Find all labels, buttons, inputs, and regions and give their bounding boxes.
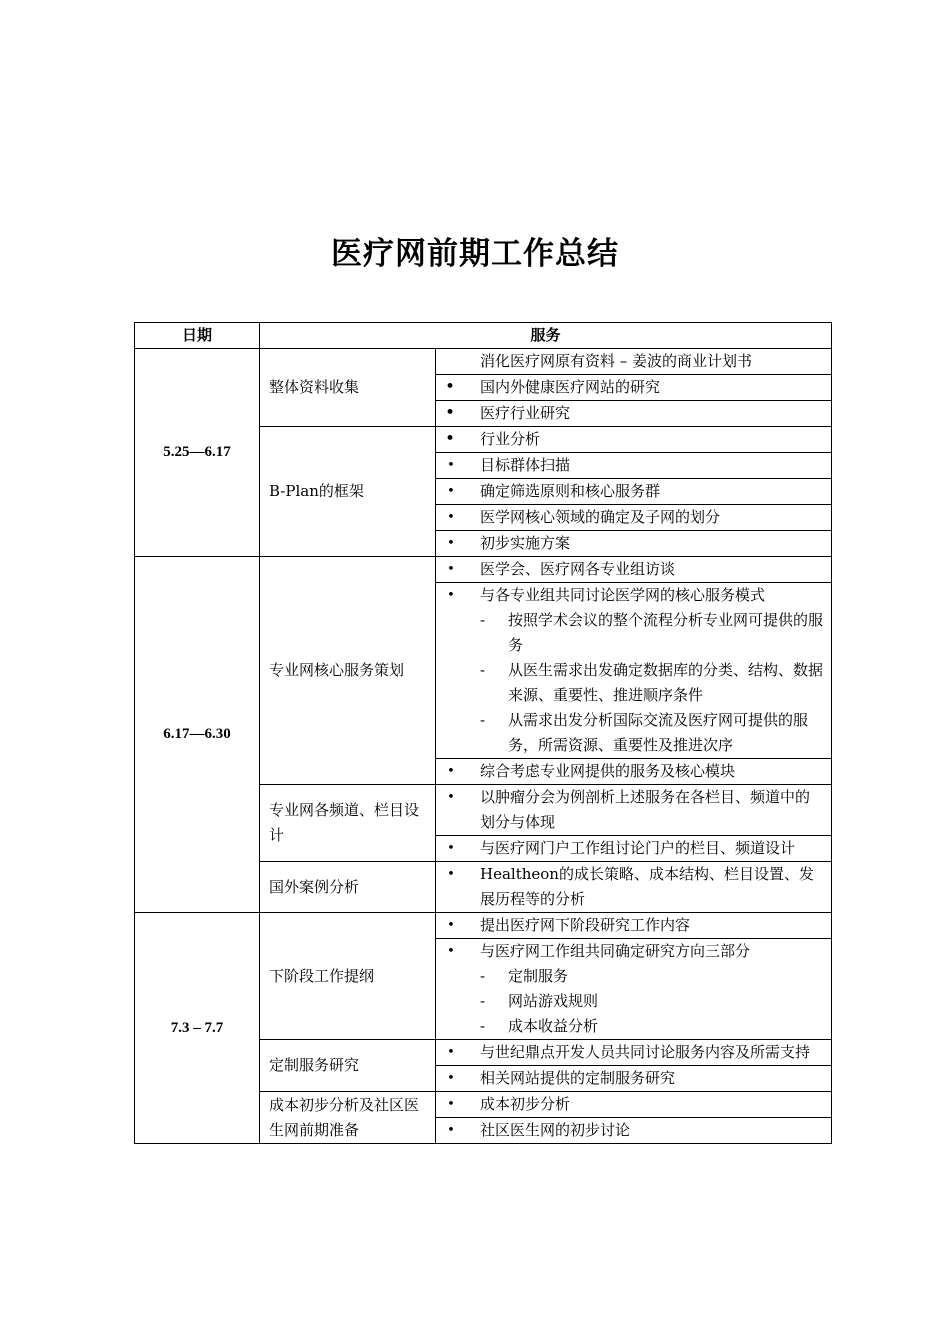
table-row (135, 349, 832, 375)
table-row (135, 557, 832, 583)
header-row (135, 323, 832, 349)
service-item (436, 453, 832, 479)
sub-item-text: 从医生需求出发确定数据库的分类、结构、数据来源、重要性、推进顺序条件 (508, 661, 824, 704)
service-item-text: 目标群体扫描 (480, 456, 571, 474)
service-item-text: 社区医生网的初步讨论 (480, 1121, 631, 1139)
service-item-text: 相关网站提供的定制服务研究 (480, 1069, 676, 1087)
bullet-icon: • (447, 562, 455, 577)
service-item-text: 初步实施方案 (480, 534, 571, 552)
service-item-text: 国内外健康医疗网站的研究 (480, 378, 661, 396)
service-item-text: 确定筛选原则和核心服务群 (480, 482, 661, 500)
dash-marker: - (480, 967, 486, 985)
service-item (436, 401, 832, 427)
service-item (436, 531, 832, 557)
service-item-text: 与医疗网工作组共同确定研究方向三部分 (480, 942, 751, 960)
bullet-icon: • (447, 841, 455, 856)
period-date: 7.3 – 7.7 (135, 913, 260, 1144)
bullet-icon: • (447, 944, 455, 959)
period-date: 6.17—6.30 (135, 557, 260, 913)
service-item-text: 消化医疗网原有资料 – 姜波的商业计划书 (480, 352, 753, 370)
service-item (436, 939, 832, 1040)
sub-item (480, 989, 823, 1014)
sub-item (480, 708, 823, 758)
service-item (436, 1040, 832, 1066)
service-item-text: Healtheon的成长策略、成本结构、栏目设置、发展历程等的分析 (480, 865, 814, 908)
service-item-text: 与医疗网门户工作组讨论门户的栏目、频道设计 (480, 839, 796, 857)
service-item (436, 836, 832, 862)
service-item (436, 349, 832, 375)
header-date: 日期 (135, 323, 260, 349)
bullet-icon: • (447, 867, 455, 882)
table-row (135, 913, 832, 939)
bullet-icon: • (447, 1071, 455, 1086)
bullet-icon: • (445, 403, 456, 423)
dash-marker: - (480, 1017, 486, 1035)
category-cell: B-Plan的框架 (260, 427, 436, 557)
service-item (436, 862, 832, 913)
bullet-icon: • (447, 588, 455, 603)
sub-item-text: 定制服务 (508, 967, 569, 985)
bullet-icon: • (445, 377, 456, 397)
dash-marker: - (480, 711, 486, 729)
page-title: 医疗网前期工作总结 (331, 236, 619, 272)
service-item-text: 行业分析 (480, 430, 541, 448)
category-cell: 成本初步分析及社区医生网前期准备 (260, 1092, 436, 1144)
service-item (436, 1118, 832, 1144)
bullet-icon: • (447, 918, 455, 933)
header-service: 服务 (260, 323, 832, 349)
sub-item-text: 网站游戏规则 (508, 992, 599, 1010)
bullet-icon: • (447, 1097, 455, 1112)
sub-item (480, 658, 823, 708)
dash-marker: - (480, 992, 486, 1010)
service-item-text: 医疗行业研究 (480, 404, 571, 422)
service-item-text: 与各专业组共同讨论医学网的核心服务模式 (480, 586, 766, 604)
service-item (436, 557, 832, 583)
bullet-icon: • (447, 458, 455, 473)
sub-item (480, 608, 823, 658)
category-cell: 定制服务研究 (260, 1040, 436, 1092)
bullet-icon: • (445, 429, 456, 449)
bullet-icon: • (447, 790, 455, 805)
service-item-text: 医学会、医疗网各专业组访谈 (480, 560, 676, 578)
service-item-text: 医学网核心领域的确定及子网的划分 (480, 508, 721, 526)
bullet-icon: • (447, 764, 455, 779)
sub-item-text: 按照学术会议的整个流程分析专业网可提供的服务 (508, 611, 824, 654)
service-item (436, 427, 832, 453)
sub-item (480, 964, 823, 989)
dash-marker: - (480, 661, 486, 679)
service-item (436, 1092, 832, 1118)
service-item (436, 785, 832, 836)
service-item (436, 759, 832, 785)
sub-item-text: 成本收益分析 (508, 1017, 599, 1035)
service-item-text: 综合考虑专业网提供的服务及核心模块 (480, 762, 736, 780)
bullet-icon: • (447, 1123, 455, 1138)
period-date: 5.25—6.17 (135, 349, 260, 557)
category-cell: 下阶段工作提纲 (260, 913, 436, 1040)
service-item-text: 与世纪鼎点开发人员共同讨论服务内容及所需支持 (480, 1043, 811, 1061)
service-item (436, 375, 832, 401)
sub-item (480, 1014, 823, 1039)
category-cell: 整体资料收集 (260, 349, 436, 427)
bullet-icon: • (447, 484, 455, 499)
bullet-icon: • (447, 536, 455, 551)
service-item-text: 成本初步分析 (480, 1095, 571, 1113)
category-cell: 专业网各频道、栏目设计 (260, 785, 436, 862)
bullet-icon: • (447, 1045, 455, 1060)
bullet-icon: • (447, 510, 455, 525)
work-summary-table (134, 322, 832, 1144)
sub-item-text: 从需求出发分析国际交流及医疗网可提供的服务，所需资源、重要性及推进次序 (508, 711, 809, 754)
category-cell: 国外案例分析 (260, 862, 436, 913)
service-item (436, 913, 832, 939)
service-item (436, 479, 832, 505)
category-cell: 专业网核心服务策划 (260, 557, 436, 785)
service-item (436, 505, 832, 531)
service-item (436, 1066, 832, 1092)
service-item-text: 以肿瘤分会为例剖析上述服务在各栏目、频道中的划分与体现 (480, 788, 811, 831)
service-item (436, 583, 832, 759)
dash-marker: - (480, 611, 486, 629)
service-item-text: 提出医疗网下阶段研究工作内容 (480, 916, 691, 934)
